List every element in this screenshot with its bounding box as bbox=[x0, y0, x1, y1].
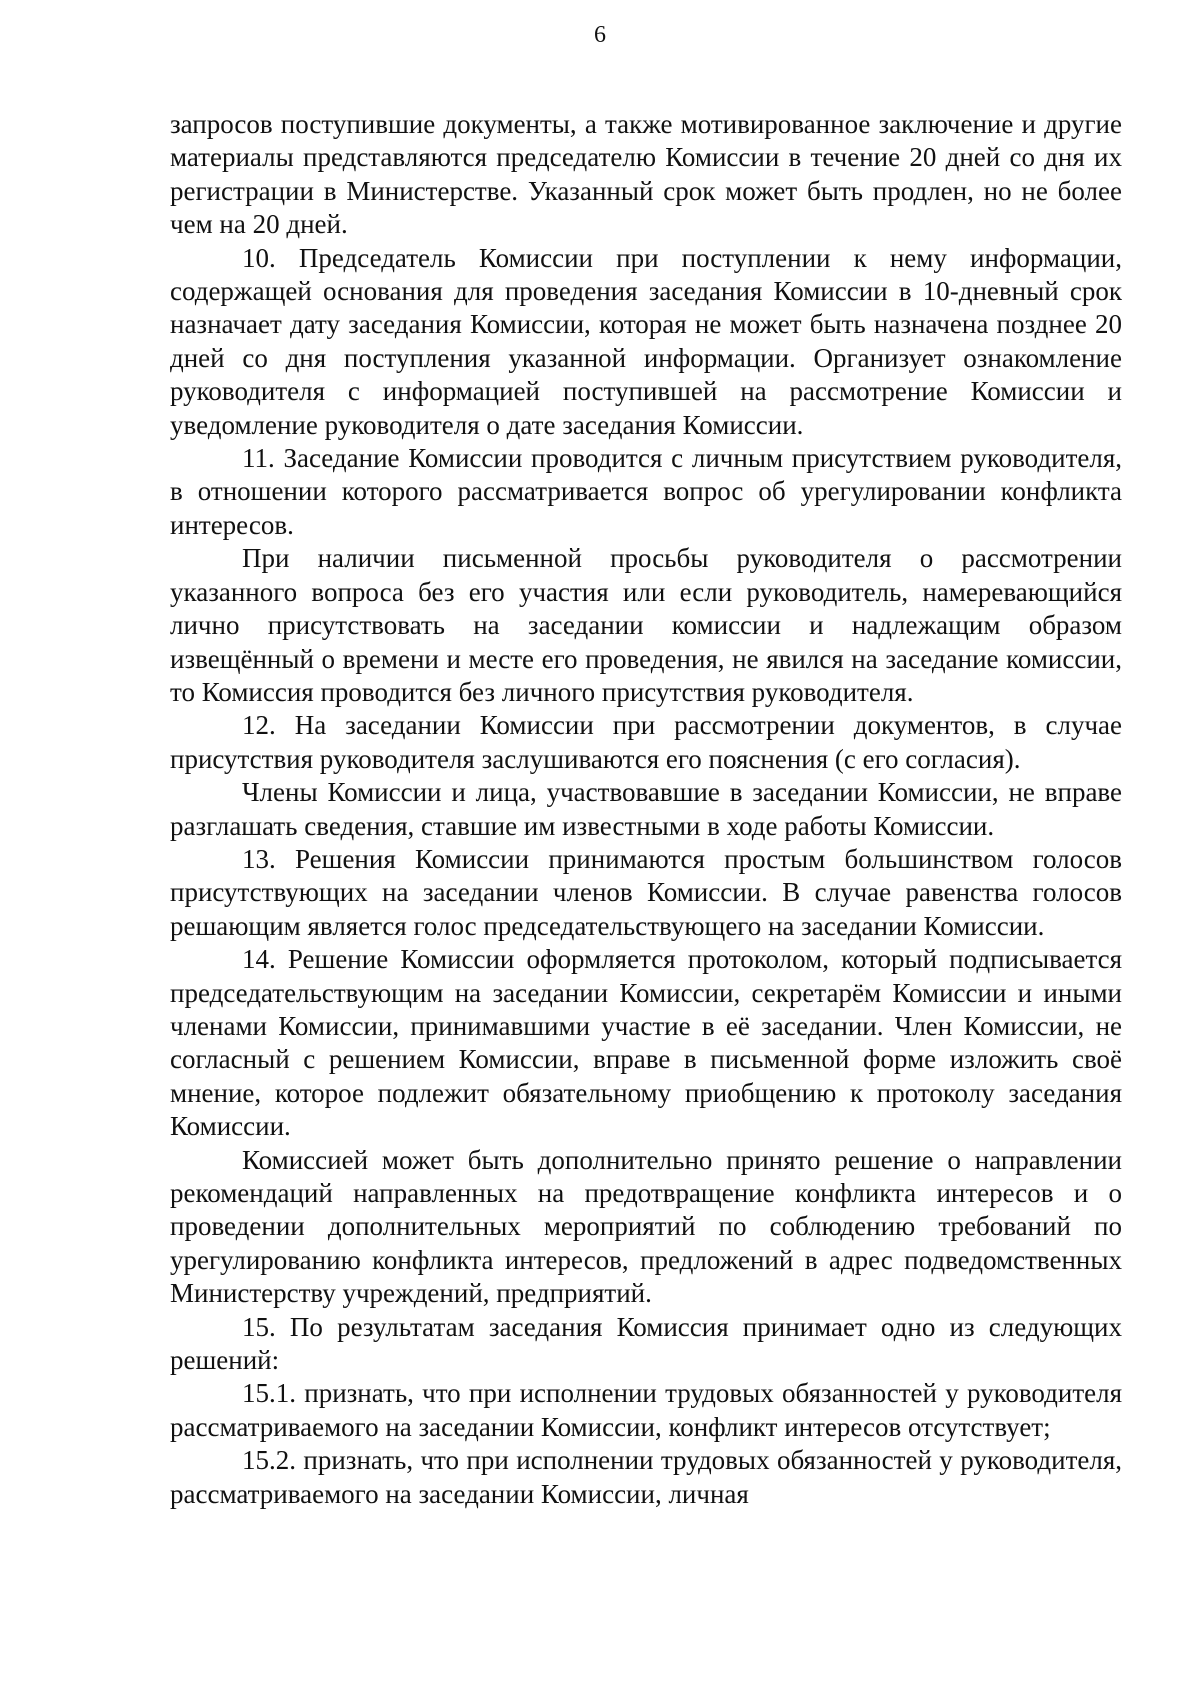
paragraph-item-15-2: 15.2. признать, что при исполнении трудовых обязанностей у руководителя, рассматриваемого на заседании Комиссии, личная bbox=[170, 1445, 1122, 1509]
paragraph-item-13: 13. Решения Комиссии принимаются простым большинством голосов присутствующих на заседании членов Комиссии. В случае равенства голосов решающим является голос председательствующего на заседании Комиссии. bbox=[170, 843, 1122, 941]
paragraph-item-12: 12. На заседании Комиссии при рассмотрении документов, в случае присутствия руководителя заслушиваются его пояснения (с его согласия). bbox=[170, 710, 1122, 774]
paragraph-item-10: 10. Председатель Комиссии при поступлении к нему информации, содержащей основания для проведения заседания Комиссии в 10-дневный срок назначает дату заседания Комиссии, которая не может быть назначена позднее 20 дней со дня поступления указанной информации. Организует ознакомление руководителя с информацией поступившей на рассмотрение Комиссии и уведомление руководителя о дате заседания Комиссии. bbox=[170, 242, 1122, 440]
paragraph-item-14: 14. Решение Комиссии оформляется протоколом, который подписывается председательствующим на заседании Комиссии, секретарём Комиссии и иными членами Комиссии, принимавшими участие в её заседании. Член Комиссии, не согласный с решением Комиссии, вправе в письменной форме изложить своё мнение, которое подлежит обязательному приобщению к протоколу заседания Комиссии. bbox=[170, 944, 1122, 1142]
paragraph-continuation: запросов поступившие документы, а также мотивированное заключение и другие материалы представляются председателю Комиссии в течение 20 дней со дня их регистрации в Министерстве. Указанный срок может быть продлен, но не более чем на 20 дней. bbox=[170, 109, 1122, 240]
document-body bbox=[170, 108, 1122, 1511]
page-number: 6 bbox=[594, 22, 606, 48]
paragraph-item-15-1: 15.1. признать, что при исполнении трудовых обязанностей у руководителя рассматриваемого на заседании Комиссии, конфликт интересов отсутствует; bbox=[170, 1378, 1122, 1442]
paragraph-confidentiality: Члены Комиссии и лица, участвовавшие в заседании Комиссии, не вправе разглашать сведения, ставшие им известными в ходе работы Комиссии. bbox=[170, 777, 1122, 841]
paragraph-recommendations: Комиссией может быть дополнительно принято решение о направлении рекомендаций направленных на предотвращение конфликта интересов и о проведении дополнительных мероприятий по соблюдению требований по урегулированию конфликта интересов, предложений в адрес подведомственных Министерству учреждений, предприятий. bbox=[170, 1144, 1122, 1309]
paragraph-item-15: 15. По результатам заседания Комиссия принимает одно из следующих решений: bbox=[170, 1311, 1122, 1376]
paragraph-item-11: 11. Заседание Комиссии проводится с личным присутствием руководителя, в отношении которого рассматривается вопрос об урегулировании конфликта интересов. bbox=[170, 443, 1122, 540]
paragraph-absence-request: При наличии письменной просьбы руководителя о рассмотрении указанного вопроса без его участия или если руководитель, намеревающийся лично присутствовать на заседании комиссии и надлежащим образом извещённый о времени и месте его проведения, не явился на заседание комиссии, то Комиссия проводится без личного присутствия руководителя. bbox=[170, 543, 1122, 707]
